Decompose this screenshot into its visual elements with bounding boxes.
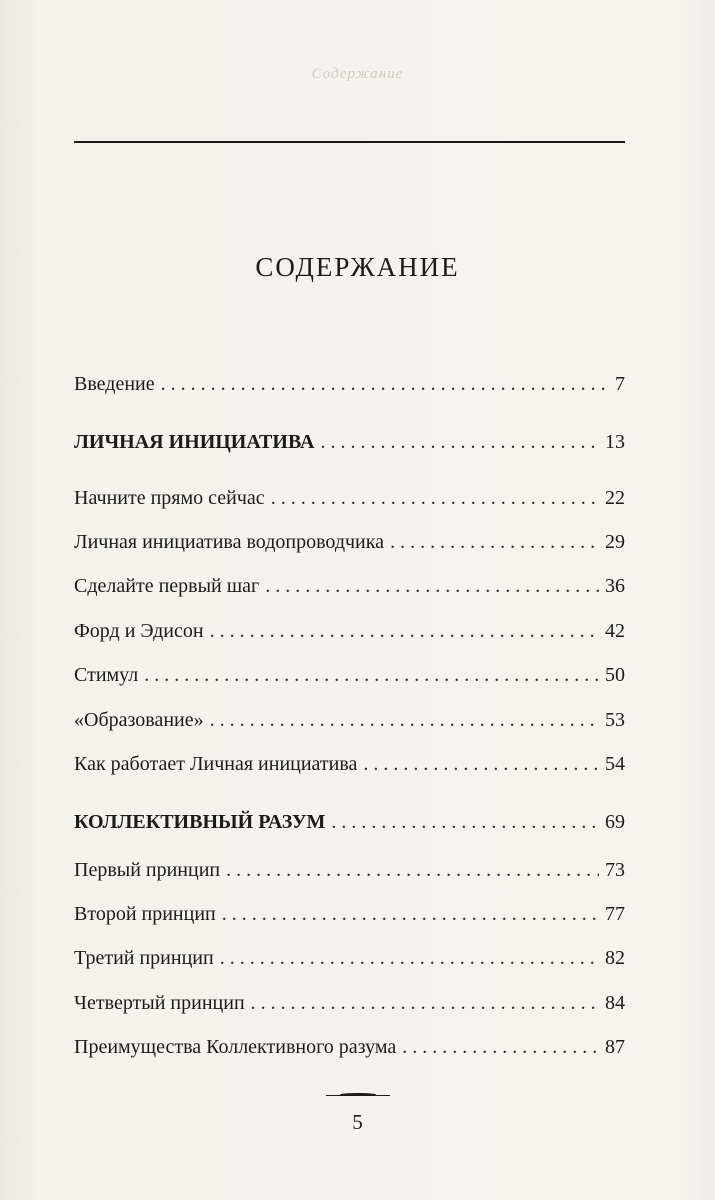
toc-entry <box>74 661 625 689</box>
dot-leader <box>210 617 599 645</box>
toc-entry <box>74 528 625 556</box>
toc-entry-page: 77 <box>605 903 625 925</box>
toc-entry-page: 22 <box>605 487 625 509</box>
toc-entry-title: Преимущества Коллективного разума <box>74 1036 397 1058</box>
toc-entry-title: ЛИЧНАЯ ИНИЦИАТИВА <box>74 431 315 453</box>
toc-entry-title: Четвертый принцип <box>74 992 245 1014</box>
dot-leader <box>271 484 599 512</box>
toc-entry-title: Стимул <box>74 664 139 686</box>
toc-entry-page: 54 <box>605 753 625 775</box>
toc-entry-title: «Образование» <box>74 709 204 731</box>
toc-entry-page: 69 <box>605 811 625 833</box>
running-head: Содержание <box>311 66 404 82</box>
toc-entry <box>74 750 625 778</box>
toc-entry-page: 7 <box>615 373 625 395</box>
dot-leader <box>220 944 599 972</box>
toc-entry <box>74 1033 625 1061</box>
toc-entry-title: Начните прямо сейчас <box>74 487 265 509</box>
top-rule <box>74 141 625 143</box>
dot-leader <box>390 528 599 556</box>
toc-entry-page: 87 <box>605 1036 625 1058</box>
toc-entry-title: Второй принцип <box>74 903 216 925</box>
page-title: СОДЕРЖАНИЕ <box>255 252 460 282</box>
toc-entry <box>74 900 625 928</box>
toc-entry-page: 36 <box>605 575 625 597</box>
page-number: 5 <box>352 1110 363 1134</box>
toc-entry-page: 82 <box>605 947 625 969</box>
toc-entry <box>74 706 625 734</box>
toc-entry-title: Сделайте первый шаг <box>74 575 260 597</box>
dot-leader <box>226 856 599 884</box>
dot-leader <box>161 370 609 398</box>
dot-leader <box>331 808 599 836</box>
toc-entry-title: Первый принцип <box>74 859 221 881</box>
dot-leader <box>251 989 599 1017</box>
toc-entry-page: 13 <box>605 431 625 453</box>
toc-entry-page: 53 <box>605 709 625 731</box>
toc-entry-page: 73 <box>605 859 625 881</box>
bottom-ornament-rule <box>326 1095 390 1096</box>
toc-entry <box>74 428 625 456</box>
dot-leader <box>363 750 599 778</box>
toc-entry <box>74 617 625 645</box>
toc-entry-title: Форд и Эдисон <box>74 620 204 642</box>
toc-entry-page: 42 <box>605 620 625 642</box>
dot-leader <box>265 572 599 600</box>
dot-leader <box>222 900 599 928</box>
toc-entry-title: КОЛЛЕКТИВНЫЙ РАЗУМ <box>74 811 326 833</box>
toc-entry-title: Третий принцип <box>74 947 214 969</box>
toc-entry <box>74 856 625 884</box>
toc-entry-title: Личная инициатива водопроводчика <box>74 531 385 553</box>
toc-entry-title: Введение <box>74 373 155 395</box>
dot-leader <box>320 428 599 456</box>
dot-leader <box>210 706 599 734</box>
toc-entry-page: 29 <box>605 531 625 553</box>
toc-entry <box>74 484 625 512</box>
toc-entry <box>74 370 625 398</box>
dot-leader <box>402 1033 599 1061</box>
toc-entry-title: Как работает Личная инициатива <box>74 753 358 775</box>
toc-entry-page: 50 <box>605 664 625 686</box>
dot-leader <box>144 661 599 689</box>
toc-entry <box>74 944 625 972</box>
toc-entry <box>74 572 625 600</box>
toc-entry <box>74 808 625 836</box>
toc-entry <box>74 989 625 1017</box>
toc-entry-page: 84 <box>605 992 625 1014</box>
